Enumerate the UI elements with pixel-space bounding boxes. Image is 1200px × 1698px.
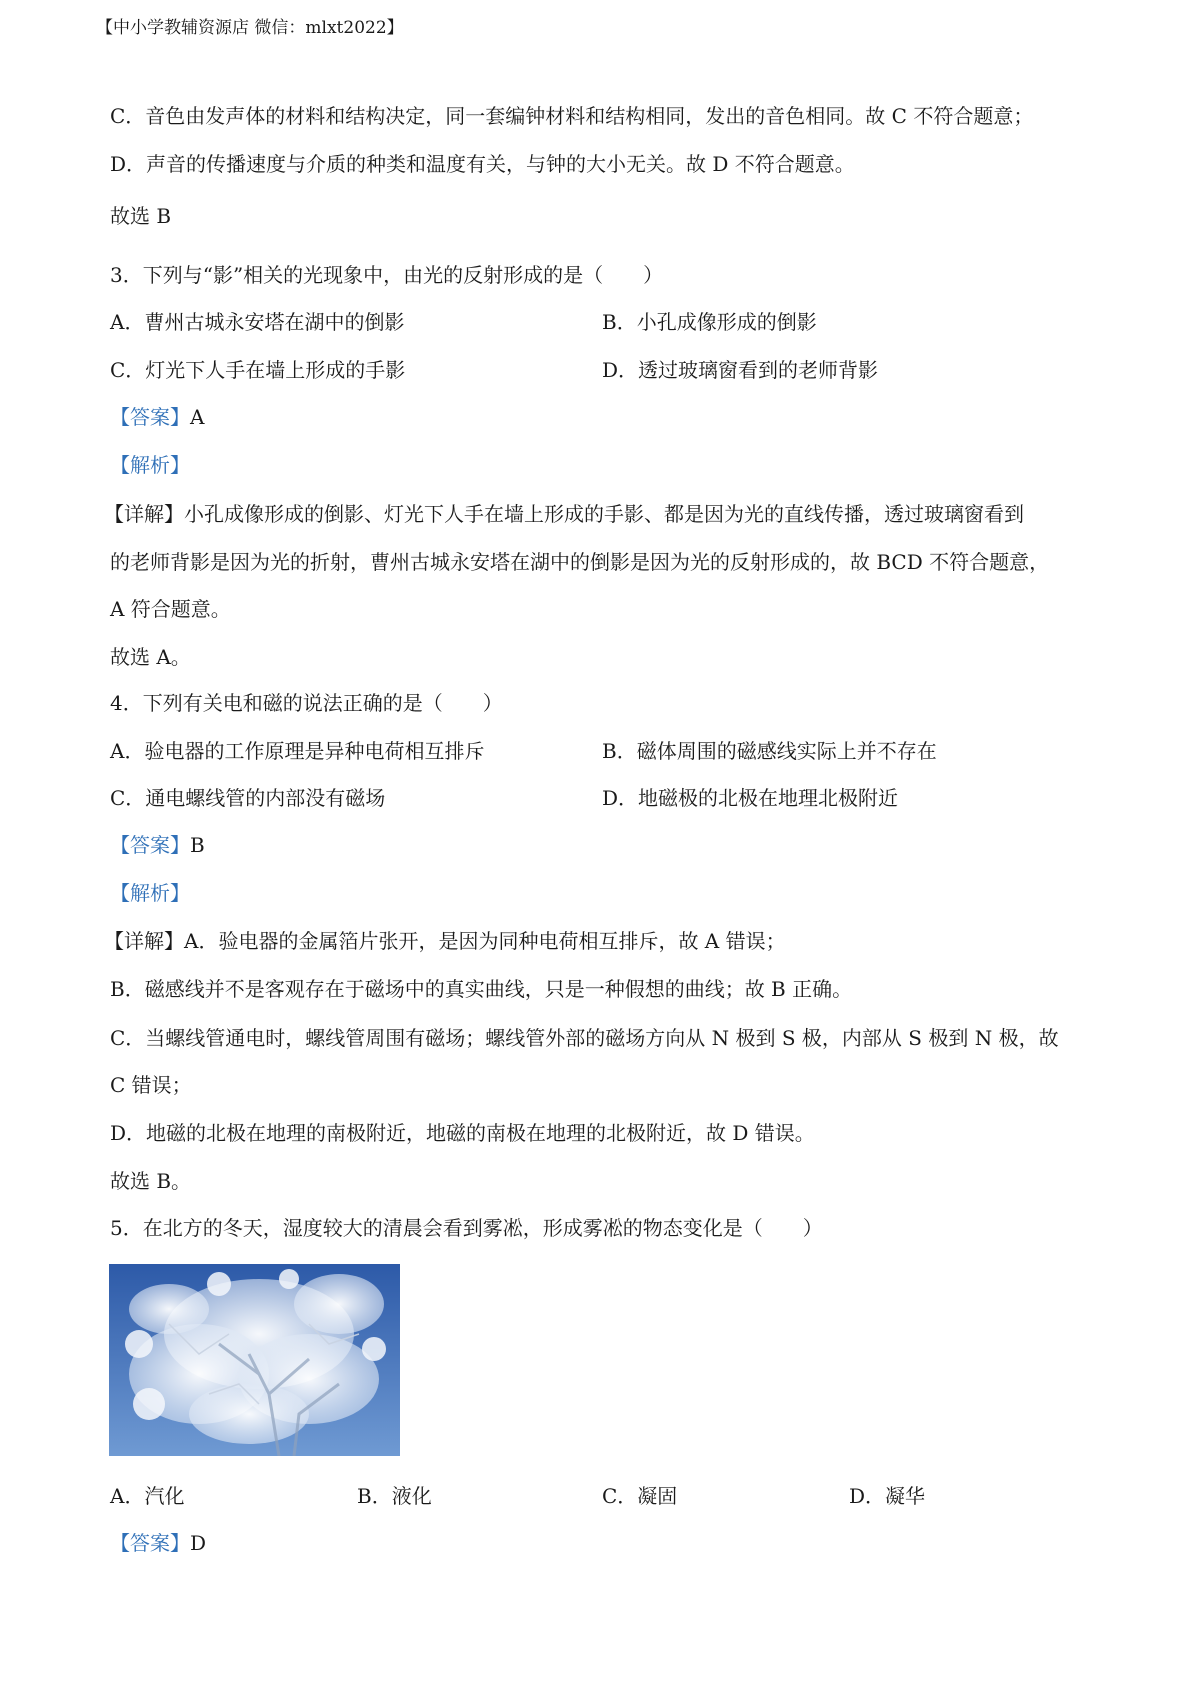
q4-detail-line-2: B．磁感线并不是客观存在于磁场中的真实曲线，只是一种假想的曲线；故 B 正确。 bbox=[110, 977, 853, 1001]
answer-value: B bbox=[190, 833, 205, 857]
answer-value: D bbox=[190, 1531, 207, 1555]
q3-analysis-tag: 【解析】 bbox=[110, 453, 190, 477]
q2-option-c-explanation: C．音色由发声体的材料和结构决定，同一套编钟材料和结构相同，发出的音色相同。故 C 不符合题意； bbox=[110, 104, 1034, 128]
q4-conclusion: 故选 B。 bbox=[110, 1169, 192, 1193]
q4-option-d: D．地磁极的北极在地理北极附近 bbox=[602, 786, 899, 810]
q5-option-a: A．汽化 bbox=[110, 1484, 185, 1508]
q4-detail-line-3: C．当螺线管通电时，螺线管周围有磁场；螺线管外部的磁场方向从 N 极到 S 极，内部从 S 极到 N 极，故 bbox=[110, 1026, 1059, 1050]
q3-option-a: A．曹州古城永安塔在湖中的倒影 bbox=[110, 310, 405, 334]
q3-detail-line-3: A 符合题意。 bbox=[110, 597, 231, 621]
q4-detail-line-5: D．地磁的北极在地理的南极附近，地磁的南极在地理的北极附近，故 D 错误。 bbox=[110, 1121, 815, 1145]
q3-conclusion: 故选 A。 bbox=[110, 645, 191, 669]
answer-tag: 【答案】 bbox=[110, 405, 190, 429]
q3-detail-line-2: 的老师背影是因为光的折射，曹州古城永安塔在湖中的倒影是因为光的反射形成的，故 BCD 不符合题意， bbox=[110, 550, 1050, 574]
q5-answer bbox=[110, 1529, 206, 1557]
q3-answer bbox=[110, 403, 204, 431]
q3-detail-line-1: 【详解】小孔成像形成的倒影、灯光下人手在墙上形成的手影、都是因为光的直线传播，透过玻璃窗看到 bbox=[104, 502, 1024, 526]
q4-option-c: C．通电螺线管的内部没有磁场 bbox=[110, 786, 386, 810]
q2-conclusion: 故选 B bbox=[110, 204, 172, 228]
watermark-header: 【中小学教辅资源店 微信：mlxt2022】 bbox=[96, 18, 404, 38]
q4-analysis-tag: 【解析】 bbox=[110, 881, 190, 905]
q4-detail-line-1: 【详解】A．验电器的金属箔片张开，是因为同种电荷相互排斥，故 A 错误； bbox=[104, 929, 786, 953]
q4-question: 4．下列有关电和磁的说法正确的是（ ） bbox=[110, 691, 503, 715]
q5-option-b: B．液化 bbox=[357, 1484, 432, 1508]
answer-tag: 【答案】 bbox=[110, 1531, 190, 1555]
q3-option-d: D．透过玻璃窗看到的老师背影 bbox=[602, 358, 879, 382]
rime-tree-photo bbox=[109, 1264, 400, 1456]
q3-option-b: B．小孔成像形成的倒影 bbox=[602, 310, 817, 334]
q2-option-d-explanation: D．声音的传播速度与介质的种类和温度有关，与钟的大小无关。故 D 不符合题意。 bbox=[110, 152, 855, 176]
q3-question: 3．下列与“影”相关的光现象中，由光的反射形成的是（ ） bbox=[110, 263, 664, 287]
answer-value: A bbox=[190, 405, 205, 429]
answer-tag: 【答案】 bbox=[110, 833, 190, 857]
q5-question: 5．在北方的冬天，湿度较大的清晨会看到雾凇，形成雾凇的物态变化是（ ） bbox=[110, 1216, 823, 1240]
q3-option-c: C．灯光下人手在墙上形成的手影 bbox=[110, 358, 406, 382]
q4-detail-line-4: C 错误； bbox=[110, 1073, 192, 1097]
q5-option-c: C．凝固 bbox=[602, 1484, 678, 1508]
q4-option-b: B．磁体周围的磁感线实际上并不存在 bbox=[602, 739, 937, 763]
q4-answer bbox=[110, 831, 205, 859]
q4-option-a: A．验电器的工作原理是异种电荷相互排斥 bbox=[110, 739, 485, 763]
q5-option-d: D．凝华 bbox=[849, 1484, 926, 1508]
